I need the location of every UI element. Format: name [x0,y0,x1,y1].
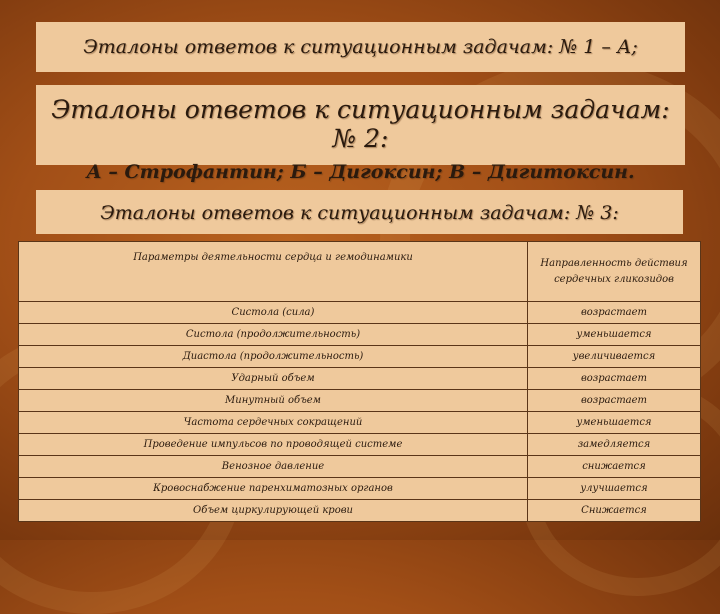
answer-2-title: Эталоны ответов к ситуационным задачам: № 2: [51,95,670,153]
effect-cell: уменьшается [528,412,701,434]
answer-3-title: Эталоны ответов к ситуационным задачам: № 3: [100,202,619,224]
effect-cell: возрастает [528,390,701,412]
table-row [19,500,701,522]
cardiac-glycosides-table [18,241,701,522]
table-row [19,346,701,368]
parameter-cell: Проведение импульсов по проводящей системе [19,434,528,456]
parameter-cell: Минутный объем [19,390,528,412]
answer-3-box [36,190,683,234]
table-row [19,390,701,412]
answer-1-text: Эталоны ответов к ситуационным задачам: № 1 – А; [83,36,638,58]
effect-cell: Снижается [528,500,701,522]
answer-1-box [36,22,685,72]
parameter-cell: Ударный объем [19,368,528,390]
column-header-effect: Направленность действия сердечных гликозидов [528,242,701,302]
table-row [19,456,701,478]
table-row [19,368,701,390]
table-row [19,302,701,324]
parameter-cell: Частота сердечных сокращений [19,412,528,434]
table-row [19,434,701,456]
effect-cell: улучшается [528,478,701,500]
effect-cell: замедляется [528,434,701,456]
parameter-cell: Объем циркулирующей крови [19,500,528,522]
answer-2-box [36,85,685,183]
parameter-cell: Диастола (продолжительность) [19,346,528,368]
effect-cell: увеличивается [528,346,701,368]
parameter-cell: Систола (продолжительность) [19,324,528,346]
answer-2-body: А – Строфантин; Б – Дигоксин; В – Дигитоксин. [86,161,635,183]
table-row [19,478,701,500]
column-header-parameters: Параметры деятельности сердца и гемодинамики [19,242,528,302]
parameter-cell: Венозное давление [19,456,528,478]
table-row [19,412,701,434]
effect-cell: возрастает [528,302,701,324]
effect-cell: уменьшается [528,324,701,346]
parameter-cell: Систола (сила) [19,302,528,324]
effect-cell: возрастает [528,368,701,390]
effect-cell: снижается [528,456,701,478]
table-header-row [19,242,701,302]
table-row [19,324,701,346]
parameter-cell: Кровоснабжение паренхиматозных органов [19,478,528,500]
